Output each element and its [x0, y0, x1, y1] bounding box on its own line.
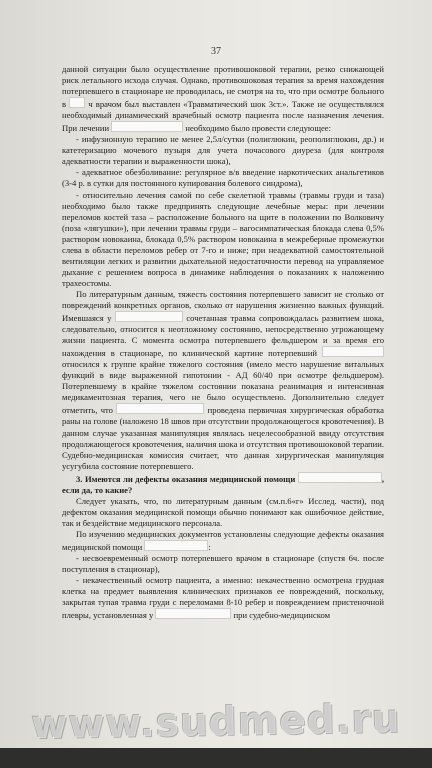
redaction-box — [115, 311, 183, 322]
paragraph — [62, 529, 384, 553]
paragraph — [62, 496, 384, 529]
paragraph — [62, 167, 384, 189]
paragraph-text: сочетанная травма сопровождалась развитием шока, следовательно, относится к неотложному состоянию, непосредственно угрожающему жизни пациента. С момента осмотра потерпевшего фельдшером и за время его нахождения в стационаре, по клинической картине потерпевший — [62, 313, 384, 359]
paragraph-text: По литературным данным, тяжесть состояния потерпевшего зависит не столько от повреждений конкретных органов, сколько от нарушения жизненно важных функций. Имевшаяся у — [62, 288, 384, 324]
paragraph-text: : — [208, 541, 211, 552]
paragraph-text: необходимо было провести следующее: — [183, 123, 331, 134]
paragraph-text: - инфузионную терапию не менее 2,5л/сутки (полиглюкин, реополиглюкин, др.) и катетеризацию мочевого пузыря для учета почасового диуреза (для контроля адекватности терапии и выраженности шока), — [62, 134, 384, 167]
redaction-box — [298, 472, 382, 483]
paragraph — [62, 64, 384, 134]
paragraph-text: - адекватное обезболивание: регулярное в/в введение наркотических анальгетиков (3-4 р. в сутки для постоянного купирования болевого синдрома), — [62, 167, 384, 189]
redaction-box — [116, 403, 204, 414]
paragraph-text: 3. Имеются ли дефекты оказания медицинской помощи — [76, 473, 298, 484]
paragraph-text: - несвоевременный осмотр потерпевшего врачом в стационаре (спустя 6ч. после поступления в стационар), — [62, 553, 384, 575]
paragraph — [62, 553, 384, 575]
paragraph-text: данной ситуации было осуществление противошоковой терапии, резко снижающей риск летального исхода случая. Однако, противошоковая терапия за время нахождения потерпевшего в стационаре не проводилась, не смотря на то, что при осмотре больного в — [62, 64, 384, 110]
paragraph — [62, 575, 384, 621]
redaction-box — [144, 540, 211, 552]
redaction-box — [322, 346, 384, 357]
paragraph — [62, 190, 384, 289]
paragraph-text: ч врачом был выставлен «Травматический шок 3ст.». Также не осуществлялся необходимый динамический врачебный осмотр пациента после назначения лечения. При лечении — [62, 99, 384, 134]
page-number: 37 — [211, 46, 221, 57]
paragraph-text: , если да, то какие? — [62, 473, 384, 495]
watermark: www.sudmed.ru — [31, 696, 401, 749]
paragraph — [62, 289, 384, 472]
redaction-box — [69, 97, 85, 108]
paragraph — [62, 134, 384, 167]
paragraph-text: - некачественный осмотр пациента, а именно: некачественно осмотрена грудная клетка на предмет выявления клинических признаков ее повреждений, поскольку, закрытая тупая травма груди с переломами 8-10 ребер и повреждением пристеночной плевры, установленная у — [62, 575, 384, 621]
document-body — [62, 64, 384, 621]
paragraph-text: относился к группе крайне тяжелого состояния (имело место нарушение витальных функций в виде выраженной гипотонии - АД 60/40 при осмотре фельдшером). Потерпевшему в крайне тяжелом состоянии показана реанимация и интенсивная медикаментозная терапия, чего не было осуществлено. Дополнительно следует отметить, что — [62, 359, 384, 416]
paragraph-text: Следует указать, что, по литературным данным (см.п.6«г» Исслед. части), под дефектом оказания медицинской помощи обычно понимают как ошибочное действие, так и бездействие медицинского персонала. — [62, 495, 384, 528]
paragraph-text: при судебно-медицинском — [231, 610, 331, 621]
paragraph — [62, 472, 384, 496]
paragraph-text: - относительно лечения самой по себе скелетной травмы (травмы груди и таза) необходимо было также предпринять следующие лечебные меры: при лечении переломов костей таза – расположение больного на щите в положении по Волковичу (поза «лягушки»), при лечении травмы груди – вагосимпатическая блокада слева 0,5% раствором новокаина, блокада 0,5% раствором новокаина в межреберные промежутки слева в области переломов ребер от 7-го и ниже; при неадекватной самостоятельной вентиляции легких и развитии дыхательной недостаточности перевод на управляемое дыхание с решением вопроса в динамике наблюдения о показаниях к наложению трахеостомы. — [62, 189, 384, 288]
paragraph-text: проведена первичная хирургическая обработка раны на голове (наложено 18 швов при отсутствии продолжающегося кровотечения). В данном случае указанная манипуляция являлась нецелесообразной ввиду отсутствия продолжающегося кровотечения, наличия шока и отсутствия противошоковой терапии. Судебно-медицинская комиссия считает, что данная хирургическая манипуляция усугубила состояние потерпевшего. — [62, 405, 384, 471]
page-bottom-shadow — [0, 748, 432, 768]
redaction-box — [155, 608, 231, 619]
redaction-box — [111, 121, 183, 132]
paragraph-text: По изучению медицинских документов установлены следующие дефекты оказания медицинской помощи — [62, 528, 384, 552]
